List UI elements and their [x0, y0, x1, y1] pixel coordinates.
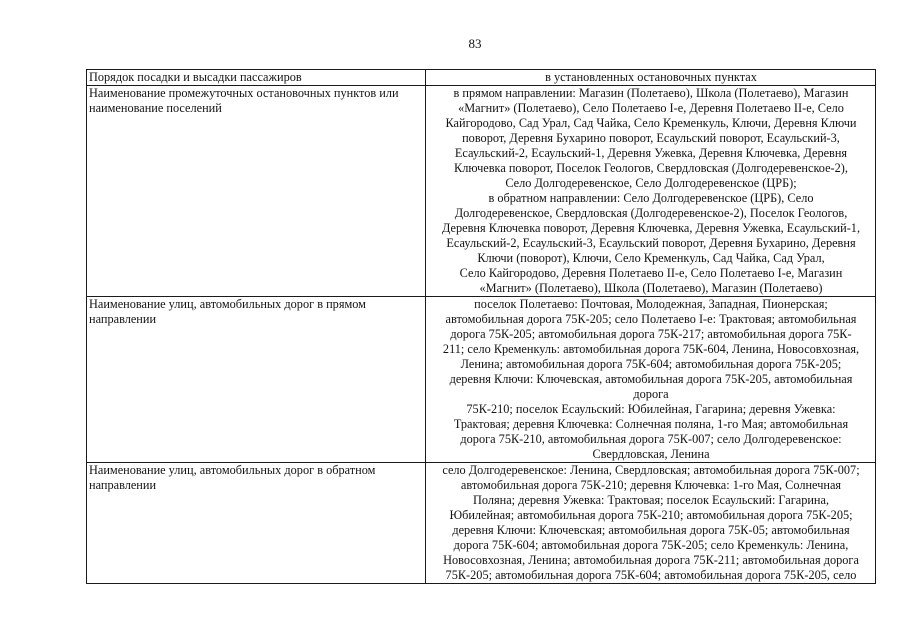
row-value-line: дорога 75К-210, автомобильная дорога 75К-007; село Долгодеревенское:: [460, 432, 842, 446]
row-value-line: Трактовая; деревня Ключевка: Солнечная поляна, 1-го Мая; автомобильная: [453, 417, 849, 431]
row-value-line: Кайгородово, Сад Урал, Сад Чайка, Село Кременкуль, Ключи, Деревня Ключи: [445, 116, 857, 130]
row-label-line: направлении: [89, 312, 157, 326]
row-value-line: дорога 75К-205; автомобильная дорога 75К-217; автомобильная дорога 75К-: [450, 327, 852, 341]
row-value-line: Ключевка поворот, Поселок Геологов, Свердловская (Долгодеревенское-2),: [454, 161, 848, 175]
row-value-line: в прямом направлении: Магазин (Полетаево), Школа (Полетаево), Магазин: [453, 86, 849, 100]
table-row: [87, 86, 876, 297]
row-value-line: поворот, Деревня Бухарино поворот, Есаульский поворот, Есаульский-3,: [462, 131, 840, 145]
row-value-line: Юбилейная; автомобильная дорога 75К-210; автомобильная дорога 75К-205;: [449, 508, 853, 522]
row-value-line: Есаульский-2, Есаульский-3, Есаульский поворот, Деревня Бухарино, Деревня: [446, 236, 856, 250]
row-value-line: Село Кайгородово, Деревня Полетаево II-е, Село Полетаево I-е, Магазин: [459, 266, 843, 280]
row-value-line: «Магнит» (Полетаево), Село Полетаево I-е, Деревня Полетаево II-е, Село: [458, 101, 844, 115]
row-value-line: 75К-210; поселок Есаульский: Юбилейная, Гагарина; деревня Ужевка:: [466, 402, 836, 416]
row-value-line: село Долгодеревенское: Ленина, Свердловская; автомобильная дорога 75К-007;: [442, 463, 860, 477]
row-label-cell: [87, 86, 426, 297]
row-value-line: «Магнит» (Полетаево), Школа (Полетаево), Магазин (Полетаево): [479, 281, 823, 295]
row-value-line: Ленина; автомобильная дорога 75К-604; автомобильная дорога 75К-205;: [460, 357, 842, 371]
row-value-line: дорога 75К-604; автомобильная дорога 75К-205; село Кременкуль: Ленина,: [453, 538, 849, 552]
row-value-line: Есаульский-2, Есаульский-1, Деревня Ужевка, Деревня Ключевка, Деревня: [454, 146, 848, 160]
row-label-cell: [87, 297, 426, 463]
table-row: [87, 463, 876, 584]
row-value-cell: [426, 86, 876, 297]
row-value-line: автомобильная дорога 75К-210; деревня Ключевка: 1-го Мая, Солнечная: [460, 478, 842, 492]
row-value-line: Деревня Ключевка поворот, Деревня Ключевка, Деревня Ужевка, Есаульский-1,: [441, 221, 861, 235]
row-value-line: Село Долгодеревенское, Село Долгодеревенское (ЦРБ);: [505, 176, 797, 190]
row-value-line: Долгодеревенское, Свердловская (Долгодеревенское-2), Поселок Геологов,: [454, 206, 848, 220]
row-value-line: поселок Полетаево: Почтовая, Молодежная, Западная, Пионерская;: [474, 297, 828, 311]
route-table: [86, 69, 876, 584]
row-value-cell: [426, 297, 876, 463]
row-value-line: 211; село Кременкуль: автомобильная дорога 75К-604, Ленина, Новосовхозная,: [442, 342, 860, 356]
row-label-line: Наименование улиц, автомобильных дорог в прямом: [89, 297, 366, 311]
row-label-line: Наименование промежуточных остановочных пунктов или: [89, 86, 399, 100]
row-value-line: Новосовхозная, Ленина; автомобильная дорога 75К-211; автомобильная дорога: [443, 553, 859, 567]
header-cell-right: в установленных остановочных пунктах: [426, 70, 876, 86]
row-label-line: Наименование улиц, автомобильных дорог в обратном: [89, 463, 376, 477]
row-label-cell: [87, 463, 426, 584]
table-header-row: [87, 70, 876, 86]
table-row: [87, 297, 876, 463]
row-value-line: Свердловская, Ленина: [592, 447, 710, 461]
row-value-line: автомобильная дорога 75К-205; село Полетаево I-е: Трактовая; автомобильная: [445, 312, 857, 326]
row-value-line: в обратном направлении: Село Долгодеревенское (ЦРБ), Село: [488, 191, 814, 205]
page-number: 83: [468, 36, 482, 51]
row-value-line: дорога: [633, 387, 669, 401]
row-value-cell: [426, 463, 876, 584]
row-label-line: направлении: [89, 478, 157, 492]
header-cell-left: Порядок посадки и высадки пассажиров: [87, 70, 426, 86]
row-value-line: Ключи (поворот), Ключи, Село Кременкуль, Сад Чайка, Сад Урал,: [477, 251, 825, 265]
row-value-line: деревня Ключи: Ключевская, автомобильная дорога 75К-205, автомобильная: [449, 372, 853, 386]
row-value-line: 75К-205; автомобильная дорога 75К-604; автомобильная дорога 75К-205, село: [445, 568, 857, 582]
row-label-line: наименование поселений: [89, 101, 222, 115]
row-value-line: Поляна; деревня Ужевка: Трактовая; поселок Есаульский: Гагарина,: [472, 493, 830, 507]
row-value-line: деревня Ключи: Ключевская; автомобильная дорога 75К-05; автомобильная: [452, 523, 850, 537]
